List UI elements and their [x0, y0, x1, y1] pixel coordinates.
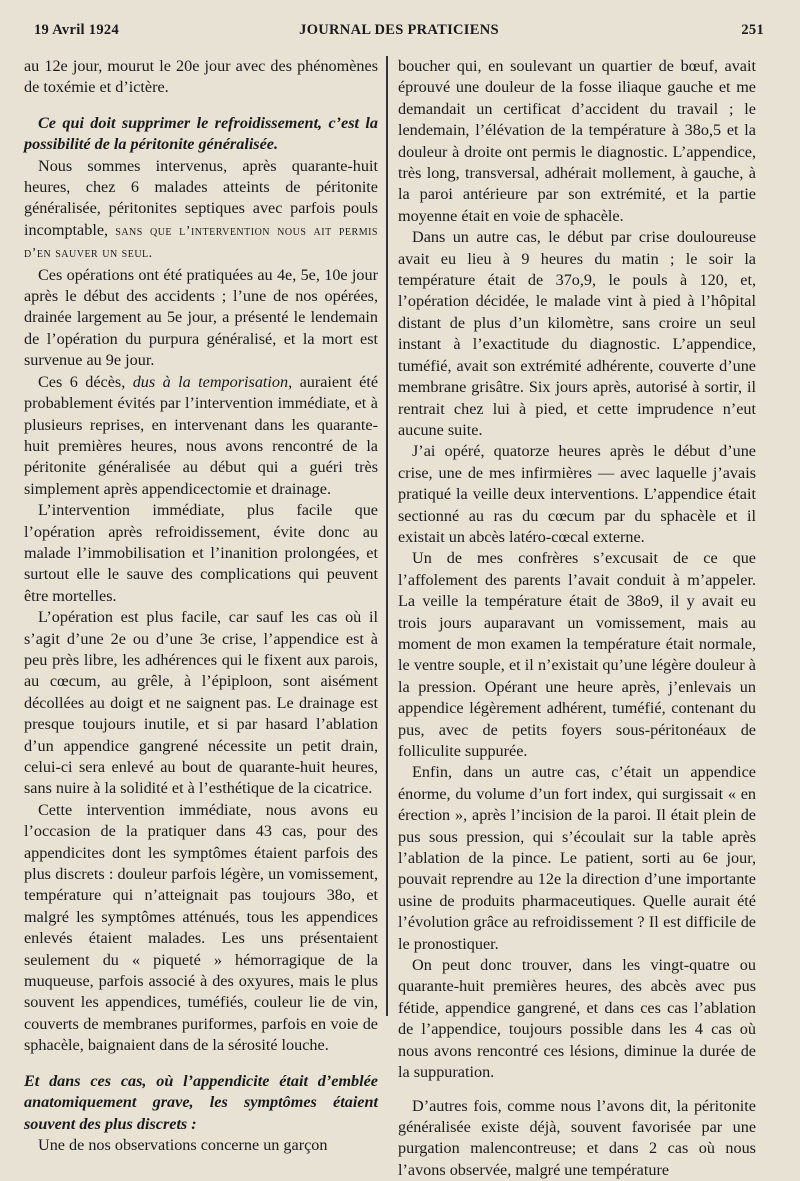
page-number: 251 — [741, 22, 764, 39]
paragraph: boucher qui, en soulevant un quartier de bœuf, avait éprouvé une douleur de la fosse iliaque gauche et me demandait un certificat d’accident du travail ; le lendemain, l’élévation de la température à 38o,5 et la douleur à droite ont permis le diagnostic. L’appendice, très long, transversal, adhérait mollement, à gauche, à la paroi antérieure par son extrémité, et la partie moyenne était en voie de sphacèle. — [398, 56, 756, 227]
paragraph: Cette intervention immédiate, nous avons eu l’occasion de la pratiquer dans 43 cas, pour des appendicites dont les symptômes étaient parfois des plus discrets : douleur parfois légère, un vomissement, température qui n’atteignait pas toujours 38o, et malgré les symptômes atténués, tous les appendices enlevés étaient malades. Les uns présentaient seulement du « piqueté » hémorragique de la muqueuse, parfois associé à des oxyures, mais le plus souvent les appendices, tuméfiés, couleur lie de vin, couverts de membranes puriformes, parfois en voie de sphacèle, baignaient dans de la sérosité louche. — [24, 800, 378, 1057]
section-heading: Ce qui doit supprimer le refroidissement, c’est la possibilité de la péritonite généralisée. — [24, 113, 378, 156]
paragraph: au 12e jour, mourut le 20e jour avec des phénomènes de toxémie et d’ictère. — [24, 56, 378, 99]
paragraph: Un de mes confrères s’excusait de ce que l’affolement des parents l’avait conduit à m’appeler. La veille la température était de 38o9, il y avait eu trois jours auparavant un vomissement, mais au moment de mon examen la température était normale, le ventre souple, et il n’existait qu’une légère douleur à la pression. Opérant une heure après, j’enlevais un appendice légèrement adhérent, tuméfié, contenant du pus, avec de petits foyers sous-péritonéaux de folliculite suppurée. — [398, 548, 756, 762]
emphasis-small-caps: sans que l’intervention nous ait permis d’en sauver un seul. — [24, 224, 378, 261]
paragraph: On peut donc trouver, dans les vingt-quatre ou quarante-huit premières heures, des abcès avec pus fétide, appendice gangrené, et dans ces cas l’ablation de l’appendice, toujours possible dans les 4 cas où nous avons rencontré ces lésions, diminue la durée de la suppuration. — [398, 955, 756, 1083]
emphasis-italic: dus à la temporisation, — [133, 373, 292, 391]
paragraph: J’ai opéré, quatorze heures après le début d’une crise, une de mes infirmières — avec laquelle j’avais pratiqué la veille deux interventions. L’appendice était sectionné au ras du cœcum par du sphacèle et il existait un abcès latéro-cœcal externe. — [398, 441, 756, 548]
paragraph: L’intervention immédiate, plus facile que l’opération après refroidissement, évite donc au malade l’immobilisation et l’inanition prolongées, et surtout elle le sauve des complications qui peuvent être mortelles. — [24, 500, 378, 607]
section-heading: Et dans ces cas, où l’appendicite était d’emblée anatomiquement grave, les symptômes étaient souvent des plus discrets : — [24, 1071, 378, 1135]
issue-date: 19 Avril 1924 — [34, 22, 119, 39]
running-header — [34, 22, 764, 44]
column-divider — [386, 56, 388, 1016]
text-run: Nous sommes intervenus, après quarante-huit heures, chez 6 malades atteints de péritonite généralisée, péritonites septiques avec parfois pouls incomptable, — [24, 157, 378, 239]
right-column — [398, 56, 756, 1181]
paragraph — [24, 156, 378, 265]
paragraph: L’opération est plus facile, car sauf les cas où il s’agit d’une 2e ou d’une 3e crise, l’appendice est à peu près libre, les adhérences qui le fixent aux parois, au cœcum, au grêle, à l’épiploon, sont aisément décollées au doigt et ne saignent pas. Le drainage est presque toujours inutile, et si par hasard l’ablation d’un appendice gangrené nécessite un petit drain, celui-ci sera enlevé au bout de quarante-huit heures, sans nuire à la solidité et à l’esthétique de la cicatrice. — [24, 607, 378, 800]
left-column — [24, 56, 378, 1156]
text-run: auraient été probablement évités par l’intervention immédiate, et à plusieurs reprises, en intervenant dans les quarante-huit premières heures, nous avons rencontré de la péritonite généralisée au début qui a guéri très simplement après appendicectomie et drainage. — [24, 373, 378, 498]
text-run: Ces 6 décès, — [38, 373, 125, 391]
paragraph — [24, 372, 378, 500]
paragraph: Dans un autre cas, le début par crise douloureuse avait eu lieu à 9 heures du matin ; le soir la température était de 37o,9, le pouls à 120, et, l’opération décidée, le malade vint à pied à l’hôpital distant de plus d’un kilomètre, sans croire un seul instant à l’exactitude du diagnostic. L’appendice, tuméfié, avait son extrémité adhérente, couverte d’une membrane grisâtre. Six jours après, autorisé à sortir, il rentrait chez lui à pied, et cette imprudence n’eut aucune suite. — [398, 227, 756, 441]
journal-title: JOURNAL DES PRATICIENS — [34, 22, 764, 39]
paragraph: Enfin, dans un autre cas, c’était un appendice énorme, du volume d’un fort index, qui surgissait « en érection », après l’incision de la paroi. Il était plein de pus sous pression, qui s’écoulait sur la table après l’ablation de la pince. Le patient, sorti au 6e jour, pouvait reprendre au 12e la direction d’une importante usine de produits pharmaceutiques. Quelle aurait été l’évolution grâce au refroidissement ? Il est difficile de le pronostiquer. — [398, 762, 756, 955]
paragraph: D’autres fois, comme nous l’avons dit, la péritonite généralisée existe déjà, souvent favorisée par une purgation malencontreuse; et dans 2 cas où nous l’avons observée, malgré une température — [398, 1096, 756, 1181]
paragraph: Ces opérations ont été pratiquées au 4e, 5e, 10e jour après le début des accidents ; l’une de nos opérées, drainée largement au 5e jour, a présenté le lendemain de l’opération du purpura généralisé, et la mort est survenue au 9e jour. — [24, 265, 378, 372]
paragraph: Une de nos observations concerne un garçon — [24, 1135, 378, 1156]
